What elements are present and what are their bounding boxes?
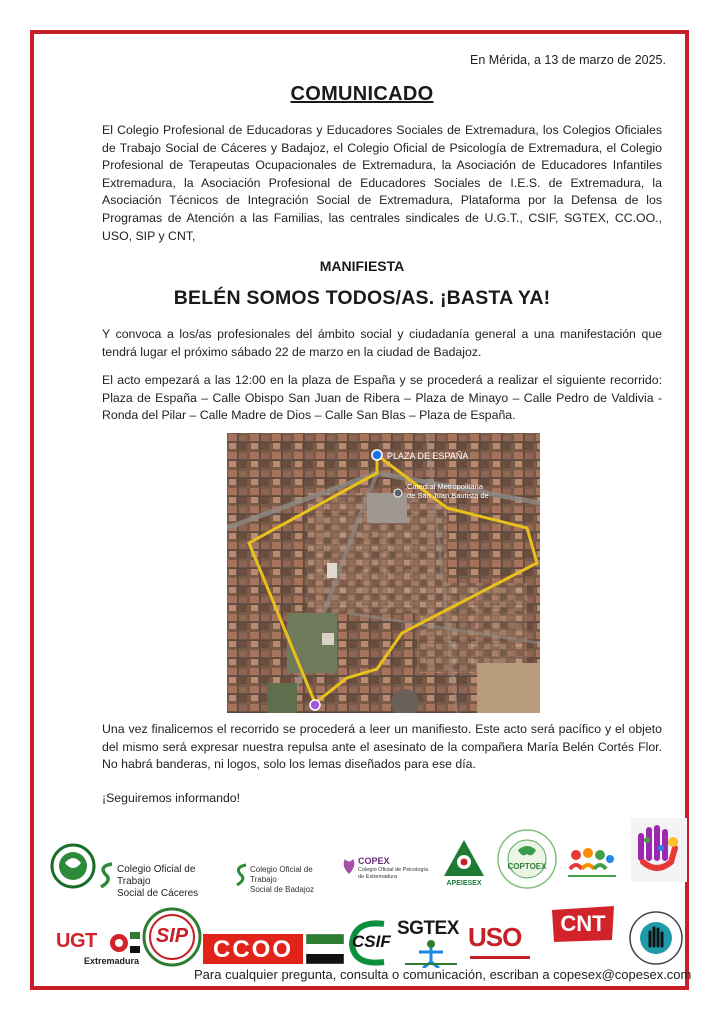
copesex-logo [50,843,96,894]
csif-name: CSIF [352,932,391,951]
copex-name: COPEX [358,856,390,866]
educadores-infantiles-logo [631,818,687,887]
ts-badajoz-logo [234,862,334,894]
apeiesex-logo [438,836,490,892]
map-label-plaza: PLAZA DE ESPAÑA [387,451,469,461]
ugt-logo [56,928,140,968]
uso-logo [468,922,538,966]
tis-logo [564,845,620,886]
extremadura-flag [306,934,344,969]
plataforma-logo [628,910,684,971]
csif-logo [344,916,396,970]
route-map [227,433,540,713]
convoca-paragraph: Y convoca a los/as profesionales del ámbito social y ciudadanía general a una manifestación que tendrá lugar el próximo sábado 22 de marzo en la ciudad de Badajoz. [102,327,662,359]
ccoo-name: CCOO [213,936,293,963]
ugt-sub: Extremadura [84,956,140,966]
sgtex-name: SGTEX [397,918,459,939]
uso-name: USO [468,922,522,952]
follow-text: ¡Seguiremos informando! [102,791,241,805]
sip-name: SIP [155,925,189,947]
copex-logo [340,856,432,888]
recorrido-paragraph: El acto empezará a las 12:00 en la plaza de España y se procederá a realizar el siguiente recorrido: Plaza de España – Calle Obispo San Juan de Ribera – Plaza de Minayo – Calle Pedro de Valdivia - Ronda del Pilar – Calle Madre de Dios – Calle San Blas – Plaza de España. [102,373,662,423]
copex-sub2: de Extremadura [358,874,398,880]
ccoo-logo [203,934,303,964]
copex-sub1: Colegio Oficial de Psicología [358,867,429,873]
intro-paragraph: El Colegio Profesional de Educadoras y Educadores Sociales de Extremadura, los Colegios Oficiales de Trabajo Social de Cáceres y Badajoz, el Colegio Oficial de Psicología de Extremadura, el Colegio Profesional de Terapeutas Ocupacionales de Extremadura, la Asociación de Educadores Infantiles Extremadura, la Asociación Profesional de Educadores Sociales de I.E.S. de Extremadura, la Asociación Técnicos de Integración Social de Extremadura, Plataforma por la Defensa de los Programas de Atención a las Familias, las centrales sindicales de U.G.T., CSIF, SGTEX, CC.OO., USO, SIP y CNT, [102,123,662,243]
page-title: COMUNICADO [290,83,434,105]
headline: BELÉN SOMOS TODOS/AS. ¡BASTA YA! [173,287,551,309]
sgtex-logo [397,918,465,970]
ts-caceres-line1: Colegio Oficial de Trabajo [117,864,196,887]
document-date: En Mérida, a 13 de marzo de 2025. [470,53,666,67]
ts-badajoz-line2: Social de Badajoz [250,885,315,894]
ugt-name: UGT [56,930,97,952]
ts-caceres-logo [97,860,222,899]
ts-badajoz-line1: Colegio Oficial de Trabajo [250,865,313,884]
manifiesta-heading: MANIFIESTA [319,258,405,274]
sip-logo [142,906,202,973]
final-paragraph: Una vez finalicemos el recorrido se procederá a leer un manifiesto. Este acto será pacífico y el objeto del mismo será expresar nuestra repulsa ante el asesinato de la compañera María Belén Cortés Flor. No habrá banderas, ni logos, solo los lemas diseñados para ese día. [102,722,662,772]
map-label-catedral-2: de San Juan Bautista de [407,491,489,500]
apeiesex-name: APEIESEX [446,880,482,887]
ts-caceres-line2: Social de Cáceres [117,888,199,899]
cnt-logo [550,904,616,944]
coptoex-name: COPTOEX [507,862,547,871]
map-label-catedral: Catedral Metropolitana [407,482,483,491]
coptoex-logo [496,828,558,895]
contact-line: Para cualquier pregunta, consulta o comunicación, escriban a copesex@copesex.com [194,967,692,982]
cnt-name: CNT [560,911,606,936]
